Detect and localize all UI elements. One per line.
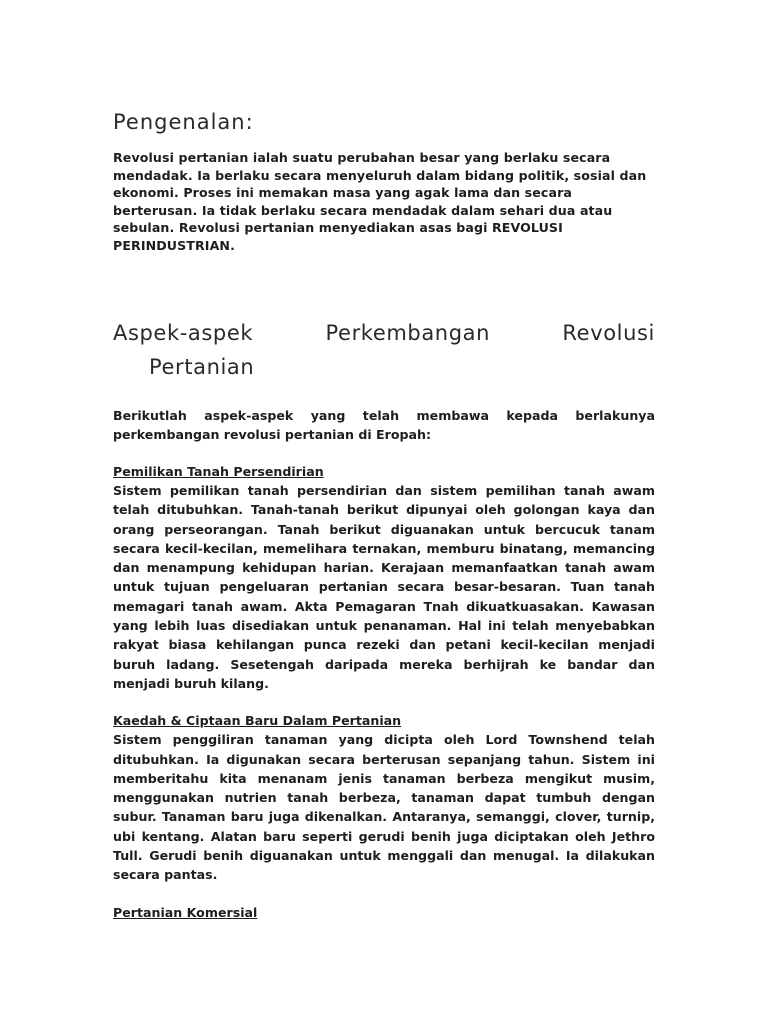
section-heading-commercial-farming: Pertanian Komersial xyxy=(113,904,258,920)
section-body-new-methods: Sistem penggiliran tanaman yang dicipta oleh Lord Townshend telah ditubuhkan. Ia digunakan secara berterusan sepanjang tahun. Sistem ini memberitahu kita menanam jenis tanaman berbeza mengikut musim, menggunakan nutrien tanah berbeza, tanaman dapat tumbuh dengan subur. Tanaman baru juga dikenalkan. Antaranya, semanggi, clover, turnip, ubi kentang. Alatan baru seperti gerudi benih juga diciptakan oleh Jethro Tull. Gerudi benih diguanakan untuk menggali dan menugal. Ia dilakukan secara pantas. xyxy=(113,732,655,883)
aspects-lead-paragraph: Berikutlah aspek-aspek yang telah membawa kepada berlakunya perkembangan revolusi pertanian di Eropah: xyxy=(113,408,655,442)
aspects-heading-line-2 xyxy=(113,350,655,384)
document-content xyxy=(113,108,655,922)
aspects-heading-word-1: Aspek-aspek xyxy=(113,321,254,345)
aspects-heading-word-2: Perkembangan xyxy=(325,321,491,345)
aspects-heading-word-3: Revolusi xyxy=(562,321,655,345)
aspects-heading xyxy=(113,316,655,384)
section-heading-new-methods: Kaedah & Ciptaan Baru Dalam Pertanian xyxy=(113,713,402,729)
intro-paragraph: Revolusi pertanian ialah suatu perubahan besar yang berlaku secara mendadak. Ia berlaku secara menyeluruh dalam bidang politik, sosial dan ekonomi. Proses ini memakan masa yang agak lama dan secara berterusan. Ia tidak berlaku secara mendadak dalam sehari dua atau sebulan. Revolusi pertanian menyediakan asas bagi REVOLUSI PERINDUSTRIAN. xyxy=(113,150,647,253)
aspects-heading-word-4: Pertanian xyxy=(149,355,255,379)
section-body-land-ownership: Sistem pemilikan tanah persendirian dan sistem pemilihan tanah awam telah ditubuhkan. Tanah-tanah berikut dipunyai oleh golongan kaya dan orang perseorangan. Tanah berikut diguanakan untuk bercucuk tanam secara kecil-kecilan, memelihara ternakan, memburu binatang, memancing dan menampung kehidupan harian. Kerajaan memanfaatkan tanah awam untuk tujuan pengeluaran pertanian secara besar-besaran. Tuan tanah memagari tanah awam. Akta Pemagaran Tnah dikuatkuasakan. Kawasan yang lebih luas disediakan untuk penanaman. Hal ini telah menyebabkan rakyat biasa kehilangan punca rezeki dan petani kecil-kecilan menjadi buruh ladang. Sesetengah daripada mereka berhijrah ke bandar dan menjadi buruh kilang. xyxy=(113,483,655,691)
section-heading-land-ownership: Pemilikan Tanah Persendirian xyxy=(113,464,324,479)
intro-heading: Pengenalan: xyxy=(113,110,254,134)
aspects-heading-line-1 xyxy=(113,316,655,350)
